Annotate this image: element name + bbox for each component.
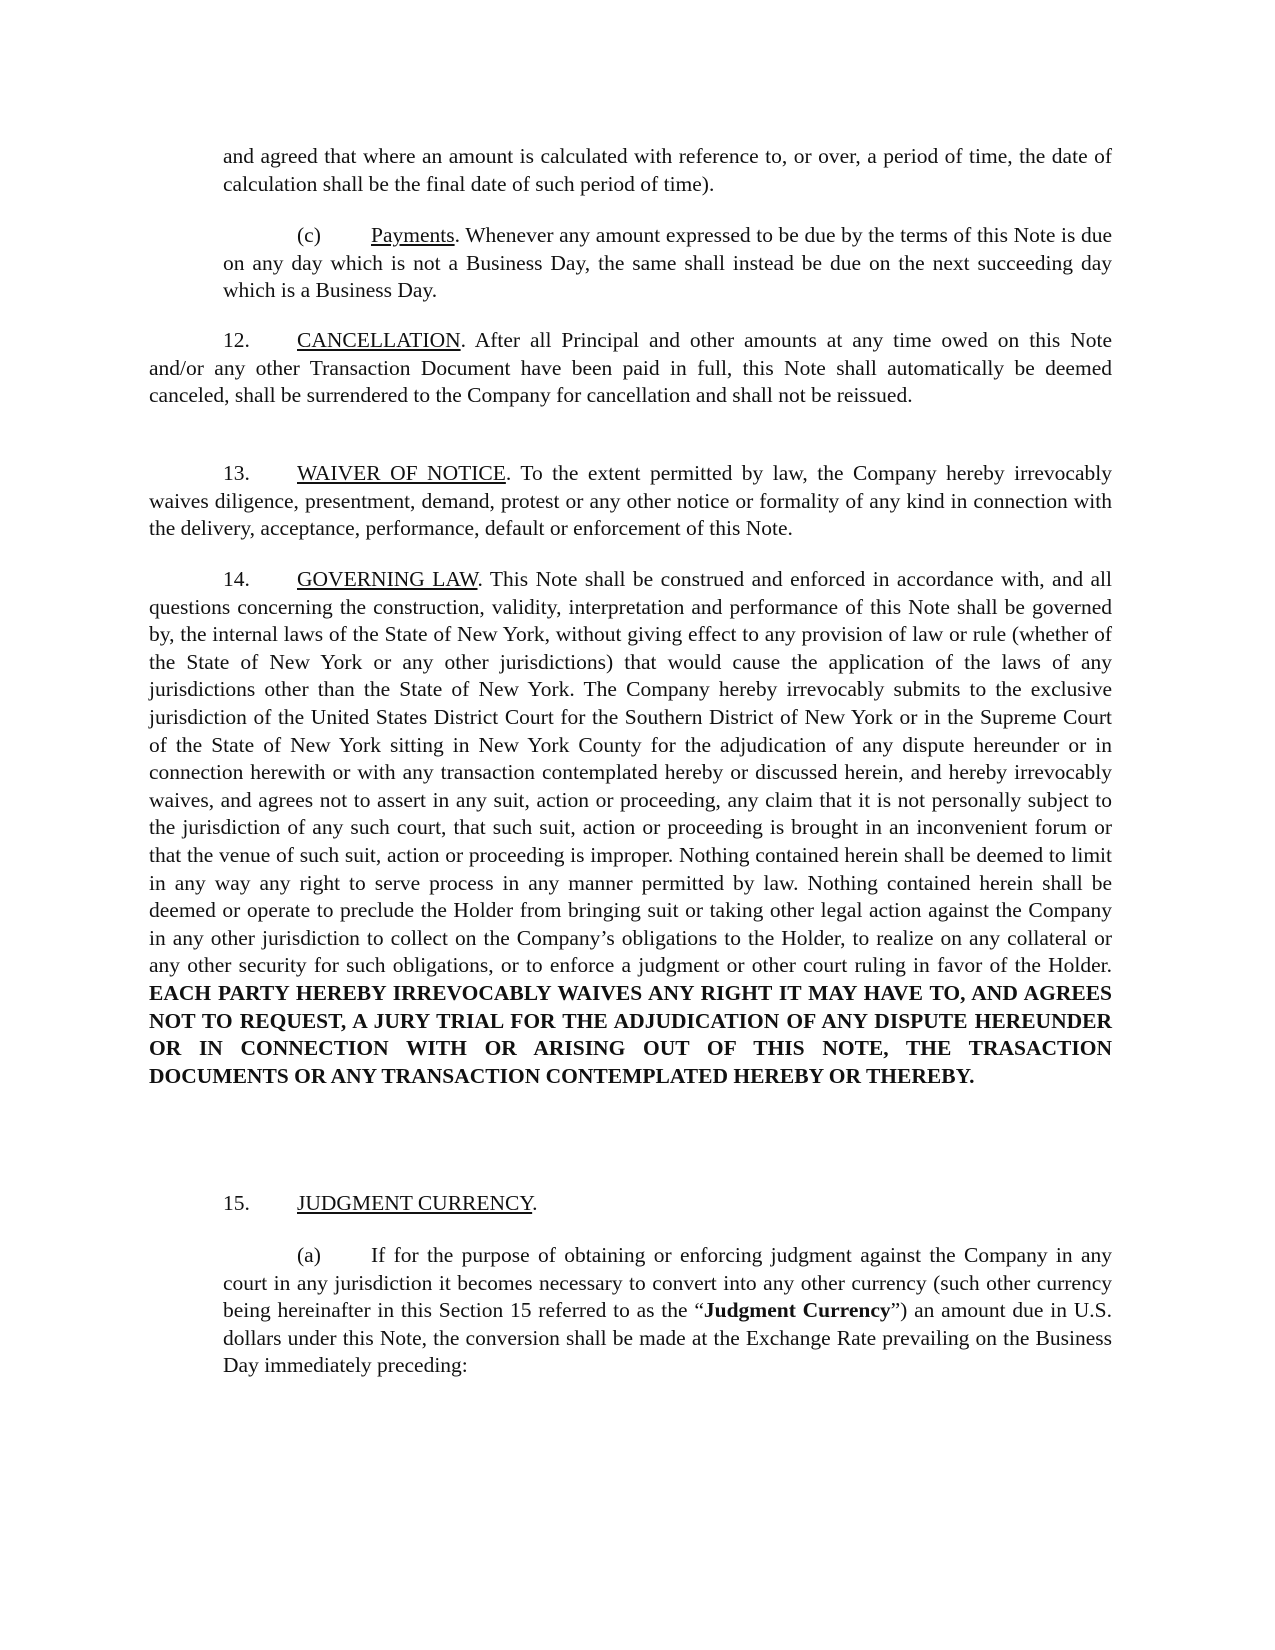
jury-waiver-text: EACH PARTY HEREBY IRREVOCABLY WAIVES ANY RIGHT IT MAY HAVE TO, AND AGREES NOT TO REQUEST, A JURY TRIAL FOR THE ADJUDICATION OF ANY DISPUTE HEREUNDER OR IN CONNECTION WITH OR ARISING OUT OF THIS NOTE, THE TRASACTION DOCUMENTS OR ANY TRANSACTION CONTEMPLATED HEREBY OR THEREBY. bbox=[149, 980, 1112, 1088]
section-heading: WAIVER OF NOTICE bbox=[297, 461, 506, 485]
subsection-label: (c) bbox=[297, 223, 321, 247]
section-number: 12. bbox=[223, 328, 250, 352]
paragraph-13-waiver-of-notice bbox=[149, 460, 1112, 543]
paragraph-text: . bbox=[532, 1191, 538, 1215]
defined-term: Judgment Currency bbox=[703, 1298, 891, 1323]
paragraph-text: . This Note shall be construed and enforced in accordance with, and all questions concerning the construction, validity, interpretation and performance of this Note shall be governed by, the internal laws of the State of New York, without giving effect to any provision of law or rule (whether of the State of New York or any other jurisdictions) that would cause the application of the laws of any jurisdictions other than the State of New York. The Company hereby irrevocably submits to the exclusive jurisdiction of the United States District Court for the Southern District of New York or in the Supreme Court of the State of New York sitting in New York County for the adjudication of any dispute hereunder or in connection herewith or with any transaction contemplated hereby or discussed herein, and hereby irrevocably waives, and agrees not to assert in any suit, action or proceeding, any claim that it is not personally subject to the jurisdiction of any such court, that such suit, action or proceeding is brought in an inconvenient forum or that the venue of such suit, action or proceeding is improper. Nothing contained herein shall be deemed to limit in any way any right to serve process in any manner permitted by law. Nothing contained herein shall be deemed or operate to preclude the Holder from bringing suit or taking other legal action against the Company in any other jurisdiction to collect on the Company’s obligations to the Holder, to realize on any collateral or any other security for such obligations, or to enforce a judgment or other court ruling in favor of the Holder. bbox=[149, 567, 1112, 978]
paragraph-text: . After all Principal and other amounts at any time owed on this Note and/or any other Transaction Document have been paid in full, this Note shall automatically be deemed canceled, shall be surrendered to the Company for cancellation and shall not be reissued. bbox=[149, 328, 1112, 408]
section-number: 13. bbox=[223, 461, 250, 485]
paragraph-text-continued: ”) an amount due in U.S. dollars under this Note, the conversion shall be made at the Exchange Rate prevailing on the Business Day immediately preceding: bbox=[223, 1298, 1112, 1378]
subsection-label: (a) bbox=[297, 1243, 321, 1267]
section-heading: GOVERNING LAW bbox=[297, 567, 478, 591]
section-number: 14. bbox=[223, 567, 250, 591]
section-heading: Payments bbox=[371, 223, 455, 247]
section-heading: JUDGMENT CURRENCY bbox=[297, 1191, 533, 1215]
paragraph-text: . Whenever any amount expressed to be due by the terms of this Note is due on any day which is not a Business Day, the same shall instead be due on the next succeeding day which is a Business Day. bbox=[223, 223, 1112, 303]
paragraph-text: and agreed that where an amount is calculated with reference to, or over, a period of time, the date of calculation shall be the final date of such period of time). bbox=[223, 144, 1112, 196]
paragraph-continuation bbox=[223, 143, 1112, 198]
section-heading: CANCELLATION bbox=[297, 328, 461, 352]
paragraph-12-cancellation bbox=[149, 327, 1112, 410]
paragraph-text: . To the extent permitted by law, the Company hereby irrevocably waives diligence, presentment, demand, protest or any other notice or formality of any kind in connection with the delivery, acceptance, performance, default or enforcement of this Note. bbox=[149, 461, 1112, 541]
paragraph-15a bbox=[223, 1242, 1112, 1380]
section-number: 15. bbox=[223, 1191, 250, 1215]
paragraph-11c-payments bbox=[223, 222, 1112, 305]
paragraph-15-judgment-currency bbox=[149, 1190, 1112, 1218]
paragraph-text: If for the purpose of obtaining or enforcing judgment against the Company in any court in any jurisdiction it becomes necessary to convert into any other currency (such other currency being hereinafter in this Section 15 referred to as the “ bbox=[223, 1243, 1112, 1323]
paragraph-14-governing-law bbox=[149, 566, 1112, 1090]
